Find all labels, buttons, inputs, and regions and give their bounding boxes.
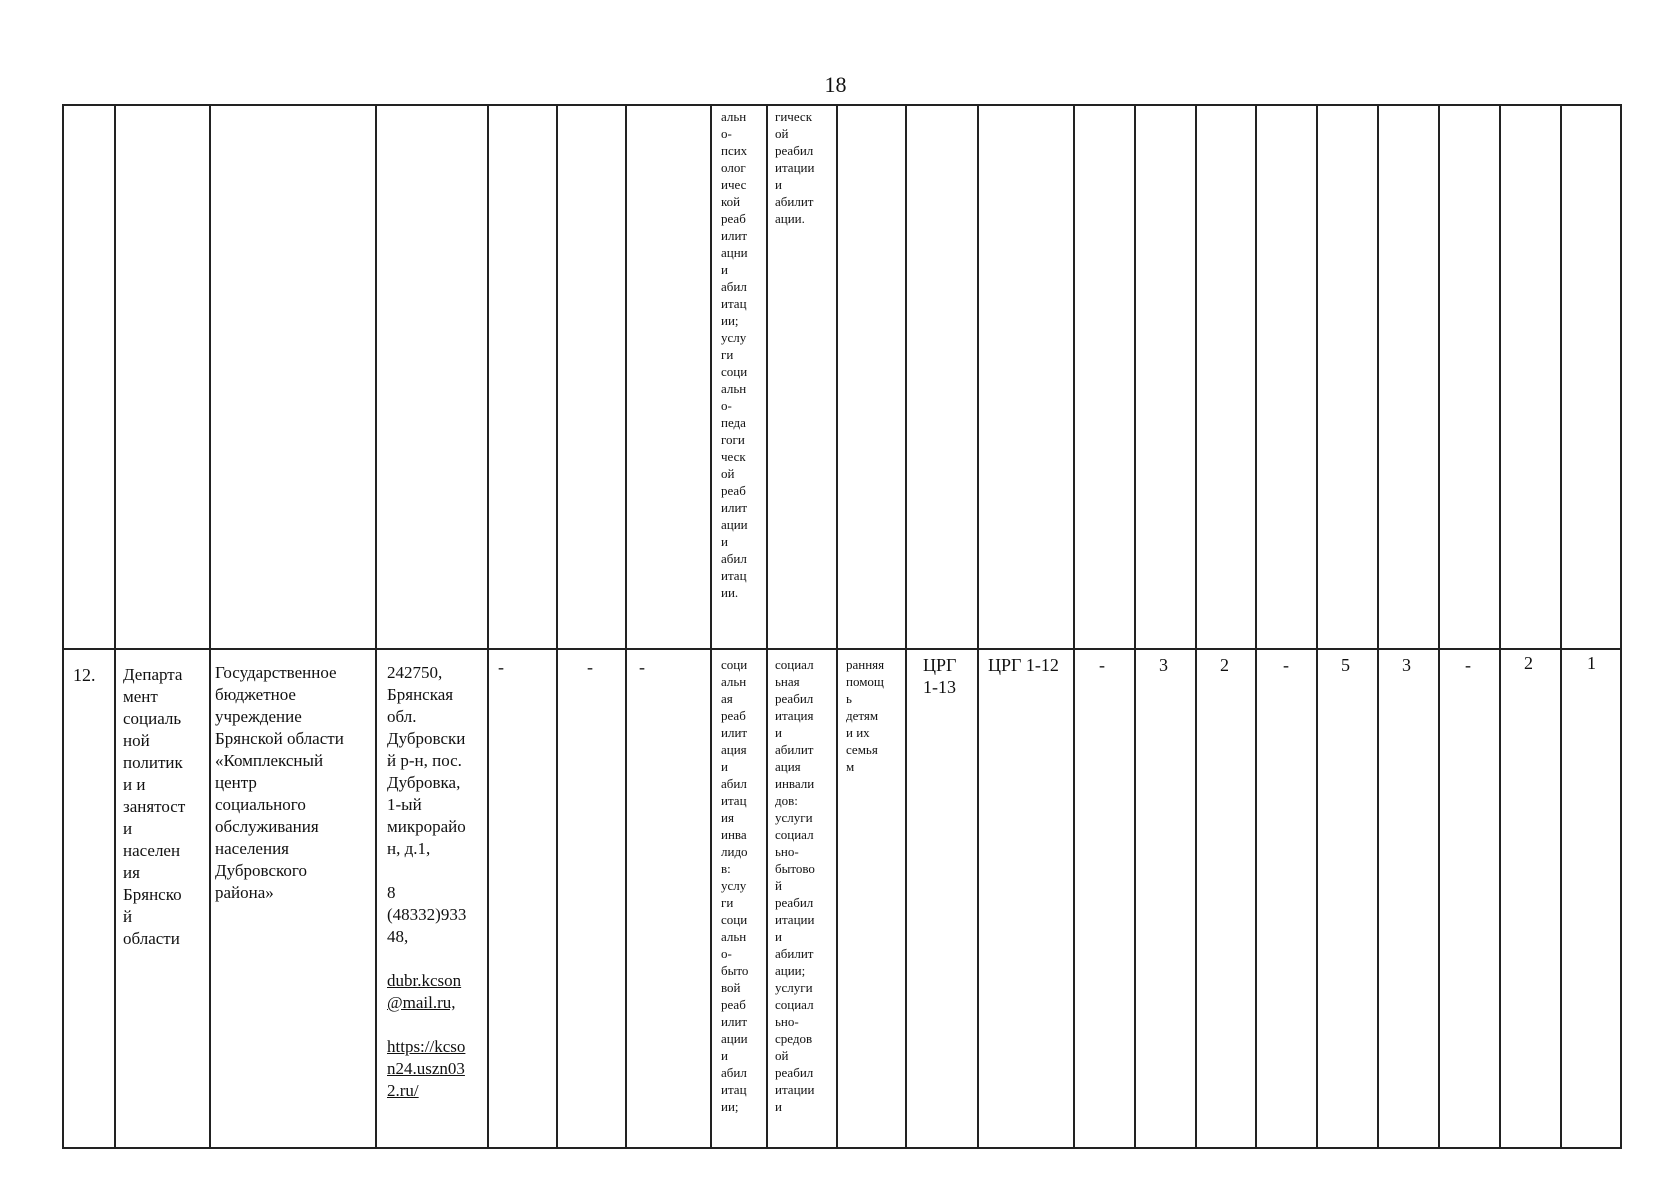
institution-name xyxy=(212,660,375,920)
col-border xyxy=(836,104,838,1148)
text-line: Дубровского xyxy=(215,861,307,880)
text-line: ой xyxy=(775,126,789,141)
text-line: й р-н, пос. xyxy=(387,751,462,770)
text-line: о- xyxy=(721,398,732,413)
text-line: гоги xyxy=(721,432,745,447)
text-line: помощ xyxy=(846,674,884,689)
text-line: итации xyxy=(775,912,815,927)
text-line: итац xyxy=(721,296,747,311)
text-line: итации xyxy=(775,160,815,175)
text-line: Брянской области xyxy=(215,729,344,748)
text-line: района» xyxy=(215,883,274,902)
text-line: социал xyxy=(775,657,814,672)
col-border xyxy=(114,104,116,1148)
text-line: ая xyxy=(721,691,733,706)
text-line: n24.uszn03 xyxy=(387,1059,465,1078)
top-row-col8-text xyxy=(718,106,766,646)
text-line: ой xyxy=(775,1048,789,1063)
text-line: реабил xyxy=(775,691,814,706)
page-number: 18 xyxy=(824,72,847,97)
text-line: итац xyxy=(721,793,747,808)
text-line: и xyxy=(721,262,728,277)
text-line: и xyxy=(721,759,728,774)
col-border xyxy=(710,104,712,1148)
col-border xyxy=(1316,104,1318,1148)
text-line: й xyxy=(123,907,133,926)
text-line: итация xyxy=(775,708,814,723)
text-line: альн xyxy=(721,109,747,124)
text-line: ческ xyxy=(721,449,746,464)
text-line: ации. xyxy=(775,211,805,226)
text-line: ия xyxy=(123,863,140,882)
col20-value: 2 xyxy=(1524,653,1533,673)
text-line: Департа xyxy=(123,665,183,684)
text-line: олог xyxy=(721,160,746,175)
text-line: занятост xyxy=(123,797,186,816)
text-line: альн xyxy=(721,674,747,689)
text-line: 48, xyxy=(387,927,409,946)
text-line: реабил xyxy=(775,1065,814,1080)
text-line: @mail.ru, xyxy=(387,993,456,1012)
col-border xyxy=(1073,104,1075,1148)
text-line: Дубровка, xyxy=(387,773,461,792)
text-line: лидо xyxy=(721,844,748,859)
text-line: ации xyxy=(721,1031,748,1046)
text-line: илит xyxy=(721,500,748,515)
col7-value: - xyxy=(639,657,645,677)
text-line: 242750, xyxy=(387,663,443,682)
text-line: итац xyxy=(721,1082,747,1097)
top-row-col9-text xyxy=(772,106,836,306)
text-line: (48332)933 xyxy=(387,905,467,924)
text-line: м xyxy=(846,759,855,774)
col10-early-help xyxy=(843,654,905,794)
text-line: ации xyxy=(721,517,748,532)
text-line: мент xyxy=(123,687,158,706)
text-line: ацни xyxy=(721,245,748,260)
col18-value: 3 xyxy=(1402,655,1411,675)
col-border xyxy=(1195,104,1197,1148)
text-line: абилит xyxy=(775,194,814,209)
text-line: реабил xyxy=(775,143,814,158)
table-top-border xyxy=(62,104,1622,106)
text-line: альн xyxy=(721,929,747,944)
text-line: услу xyxy=(721,878,747,893)
col-border xyxy=(1560,104,1562,1148)
text-line: абил xyxy=(721,279,747,294)
text-line: й xyxy=(775,878,782,893)
col-border xyxy=(1255,104,1257,1148)
text-line: ой xyxy=(721,466,735,481)
text-line: и xyxy=(775,725,782,740)
text-line: 2.ru/ xyxy=(387,1081,419,1100)
text-line: быто xyxy=(721,963,749,978)
text-line: о- xyxy=(721,946,732,961)
text-line: ация xyxy=(721,742,747,757)
col15-value: 2 xyxy=(1220,655,1229,675)
text-line: абил xyxy=(721,776,747,791)
text-line: и xyxy=(775,1099,782,1114)
col21-value: 1 xyxy=(1587,653,1596,673)
contacts-cell xyxy=(384,660,488,1140)
text-line: ги xyxy=(721,347,734,362)
text-line: реабил xyxy=(775,895,814,910)
text-line: дов: xyxy=(775,793,798,808)
text-line: и xyxy=(721,534,728,549)
text-line: илит xyxy=(721,725,748,740)
text-line: реаб xyxy=(721,483,746,498)
col-border xyxy=(375,104,377,1148)
text-line: инвали xyxy=(775,776,815,791)
address xyxy=(387,662,485,860)
text-line: ранняя xyxy=(846,657,885,672)
text-line: о- xyxy=(721,126,732,141)
text-line: dubr.kcson xyxy=(387,971,462,990)
text-line: микрорайо xyxy=(387,817,466,836)
text-line: абил xyxy=(721,1065,747,1080)
text-line: реаб xyxy=(721,997,746,1012)
text-line: в: xyxy=(721,861,731,876)
text-line: итации xyxy=(775,1082,815,1097)
col-border xyxy=(905,104,907,1148)
text-line: ии; xyxy=(721,1099,739,1114)
text-line: области xyxy=(123,929,180,948)
text-line: псих xyxy=(721,143,748,158)
text-line: ги xyxy=(721,895,734,910)
text-line: ной xyxy=(123,731,150,750)
text-line: абилит xyxy=(775,742,814,757)
text-line: ьно- xyxy=(775,1014,799,1029)
text-line: ь xyxy=(846,691,852,706)
col19-value: - xyxy=(1465,655,1471,675)
text-line: реаб xyxy=(721,211,746,226)
table-bottom-border xyxy=(62,1147,1622,1149)
text-line: социал xyxy=(775,827,814,842)
col-border xyxy=(1438,104,1440,1148)
text-line: ьно- xyxy=(775,844,799,859)
text-line: и xyxy=(775,929,782,944)
col8-services xyxy=(718,654,766,1146)
text-line: абилит xyxy=(775,946,814,961)
text-line: семья xyxy=(846,742,878,757)
text-line: Брянская xyxy=(387,685,454,704)
text-line: услу xyxy=(721,330,747,345)
row-number: 12. xyxy=(73,665,96,685)
col13-value: - xyxy=(1099,655,1105,675)
text-line: бюджетное xyxy=(215,685,296,704)
text-line: гическ xyxy=(775,109,813,124)
department-name xyxy=(120,662,210,962)
col-border xyxy=(625,104,627,1148)
text-line: инва xyxy=(721,827,747,842)
text-line: «Комплексный xyxy=(215,751,324,770)
text-line: социального xyxy=(215,795,306,814)
col5-value: - xyxy=(498,657,504,677)
text-line: ии. xyxy=(721,585,739,600)
text-line: соци xyxy=(721,912,748,927)
text-line: политик xyxy=(123,753,183,772)
text-line: педа xyxy=(721,415,746,430)
text-line: ЦРГ xyxy=(923,655,957,675)
phone xyxy=(387,882,485,948)
text-line: н, д.1, xyxy=(387,839,431,858)
text-line: 1-ый xyxy=(387,795,422,814)
text-line: илит xyxy=(721,1014,748,1029)
text-line: 8 xyxy=(387,883,396,902)
text-line: кой xyxy=(721,194,741,209)
text-line: соци xyxy=(721,657,748,672)
text-line: социал xyxy=(775,997,814,1012)
text-line: вой xyxy=(721,980,741,995)
text-line: и xyxy=(123,819,133,838)
text-line: Брянско xyxy=(123,885,182,904)
text-line: реаб xyxy=(721,708,746,723)
col-border xyxy=(1620,104,1622,1148)
text-line: детям xyxy=(846,708,879,723)
text-line: ичес xyxy=(721,177,747,192)
text-line: ации; xyxy=(775,963,806,978)
text-line: социаль xyxy=(123,709,182,728)
col-border xyxy=(1134,104,1136,1148)
col-border xyxy=(766,104,768,1148)
email-link[interactable] xyxy=(387,970,485,1014)
text-line: Дубровски xyxy=(387,729,466,748)
col-border xyxy=(1499,104,1501,1148)
text-line: бытово xyxy=(775,861,815,876)
website-link[interactable] xyxy=(387,1036,485,1102)
col12-target-groups: ЦРГ 1-12 xyxy=(988,655,1059,675)
text-line: соци xyxy=(721,364,748,379)
text-line: центр xyxy=(215,773,257,792)
text-line: населен xyxy=(123,841,181,860)
text-line: населения xyxy=(215,839,289,858)
text-line: Государственное xyxy=(215,663,337,682)
text-line: ия xyxy=(721,810,734,825)
text-line: услуги xyxy=(775,810,813,825)
text-line: учреждение xyxy=(215,707,302,726)
text-line: альн xyxy=(721,381,747,396)
text-line: https://kcso xyxy=(387,1037,466,1056)
col11-target-groups xyxy=(920,652,977,712)
col6-value: - xyxy=(587,657,593,677)
text-line: услуги xyxy=(775,980,813,995)
col16-value: - xyxy=(1283,655,1289,675)
col-border xyxy=(977,104,979,1148)
text-line: и и xyxy=(123,775,146,794)
text-line: итац xyxy=(721,568,747,583)
col-border xyxy=(556,104,558,1148)
text-line: ьная xyxy=(775,674,800,689)
col-border xyxy=(209,104,211,1148)
col9-services xyxy=(772,654,836,1146)
text-line: и xyxy=(775,177,782,192)
text-line: обл. xyxy=(387,707,417,726)
col14-value: 3 xyxy=(1159,655,1168,675)
text-line: и xyxy=(721,1048,728,1063)
text-line: илит xyxy=(721,228,748,243)
text-line: ии; xyxy=(721,313,739,328)
text-line: ация xyxy=(775,759,801,774)
text-line: абил xyxy=(721,551,747,566)
text-line: 1-13 xyxy=(923,677,956,697)
col17-value: 5 xyxy=(1341,655,1350,675)
col-border xyxy=(62,104,64,1148)
text-line: средов xyxy=(775,1031,813,1046)
text-line: обслуживания xyxy=(215,817,319,836)
text-line: и их xyxy=(846,725,870,740)
col-border xyxy=(1377,104,1379,1148)
row-divider xyxy=(62,648,1622,650)
